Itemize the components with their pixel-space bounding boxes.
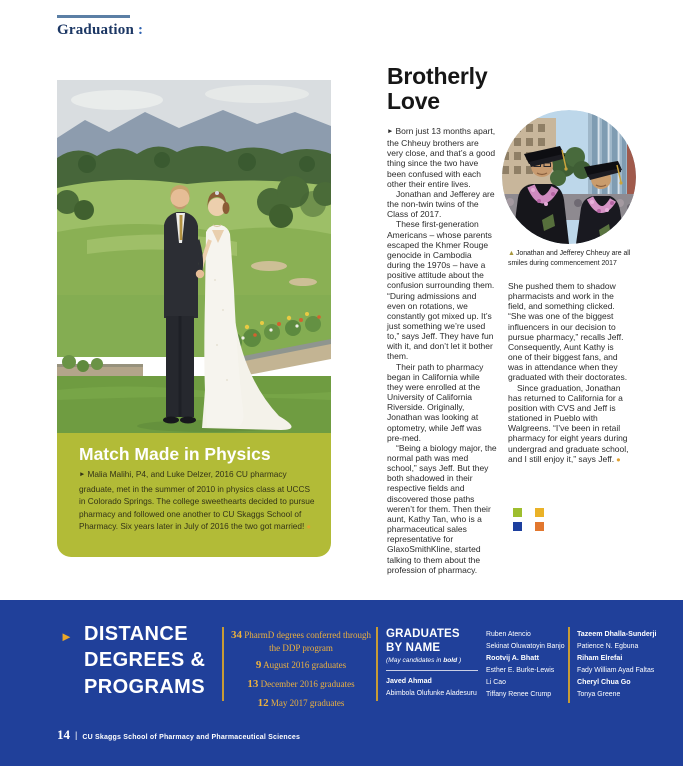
caption-text: Jonathan and Jefferey Chheuy are all smiles during commencement 2017 [508,250,631,268]
graduate-name: Javed Ahmad [386,677,432,685]
footer-text: CU Skaggs School of Pharmacy and Pharmaceutical Sciences [82,734,301,741]
banner-stats [229,629,373,715]
banner-arrow-icon: ► [60,629,73,644]
decorative-squares [513,508,544,531]
color-square [513,522,522,531]
feature-title: Match Made in Physics [79,444,271,464]
article-title: Brotherly Love [387,63,488,114]
banner-title-line: PROGRAMS [84,675,205,698]
banner-title [84,621,205,700]
color-square [535,508,544,517]
banner-title-line: DEGREES & [84,649,206,672]
graduate-name: Rootvij A. Bhatt [486,653,539,662]
section-label: Graduation [57,22,135,38]
article-column-1 [387,126,497,575]
photo-caption [508,249,634,269]
caption-arrow-icon: ▲ [508,250,515,257]
footer-divider: | [75,730,78,740]
section-colon: : [134,22,144,38]
stat-line: 34 PharmD degrees conferred through the DDP program [231,629,371,653]
end-mark-icon: ● [616,454,621,464]
graduates-heading-line: BY NAME [386,642,441,655]
banner-title-line: DISTANCE [84,623,188,645]
graduates-column-b [486,629,565,700]
wedding-photo-illustration [57,80,331,433]
article-column-2 [508,281,629,465]
paragraph: “Being a biology major, the normal path was med school,” says Jeff. But they both shadowed in their respective fields and discovered those paths weren’t for them. Then their aunt, Kathy Tan, who is a pharmaceutical sales representative for GlaxoSmithKline, started talking to them about the profession of pharmacy. [387,442,497,575]
graduate-name: Ruben Atencio [486,631,531,638]
graduate-name: Sekinat Oluwatoyin Banjo [486,642,565,650]
arrow-bullet-icon: ► [79,471,86,478]
page-number: 14 [57,727,70,742]
paragraph: Since graduation, Jonathan has returned to California for a position with CVS and Jeff is stationed in Pueblo with Walgreens. “I’ve been in retail pharmacy for eight years during undergrad and graduate school, and I still enjoy it,” says Jeff. ● [508,382,629,464]
graduates-heading [386,627,460,655]
graduate-name: Riham Elrefai [577,653,623,662]
graduates-photo [502,110,636,244]
arrow-bullet-icon: ► [387,128,394,135]
graduate-name: Abimbola Olufunke Aladesuru [386,689,477,697]
graduate-name: Tazeem Dhalla-Sunderji [577,630,657,638]
wedding-photo [57,80,331,433]
graduate-name: Tonya Greene [577,690,621,698]
graduate-name: Fady William Ayad Faltas [577,666,655,674]
paragraph: She pushed them to shadow pharmacists and work in the field, and something clicked. “She was one of the biggest influencers in our decision to pursue pharmacy,” recalls Jeff. Consequently, Aunt Kathy is one of their biggest fans, and was in attendance when they graduated with their doctorates. [508,281,628,383]
paragraph: Jonathan and Jefferey are the non-twin twins of the Class of 2017. [387,188,495,220]
graduates-column-c [577,629,657,700]
graduate-name: Patience N. Egbuna [577,642,639,650]
header-rule [57,15,130,18]
graduate-name: Li Cao [486,678,506,686]
stat-line: 9 August 2016 graduates [255,659,347,671]
graduate-name: Tiffany Renee Crump [486,690,552,698]
graduates-column-a [386,676,477,700]
page-section-title [57,22,143,39]
graduate-name: Cheryl Chua Go [577,677,631,686]
page-footer [57,727,300,743]
graduates-heading-line: GRADUATES [386,628,460,640]
paragraph: ► Born just 13 months apart, the Chheuy brothers are very close, and that’s a good thing since the two have been confused with each other their entire lives. [387,126,496,189]
banner-separator [376,627,378,701]
color-square [535,522,544,531]
stat-line: 12 May 2017 graduates [257,696,345,709]
feature-body [79,468,315,534]
stat-line: 13 December 2016 graduates [247,677,355,690]
graduates-rule [386,670,478,671]
banner-separator [222,627,224,701]
paragraph: Their path to pharmacy began in California while they were enrolled at the University of California Riverside. Originally, Jonathan was looking at optometry, while Jeff was pre-med. [387,361,484,443]
paragraph: These first-generation Americans – whose parents escaped the Khmer Rouge genocide in Cambodia during the 1970s – have a positive attitude about the confusion surrounding them. “During admissions and even on rotations, we constantly got mixed up. It’s just something we’re used to,” says Jeff. They have fun with it, and don’t let it bother them. [387,219,495,362]
end-mark-icon: ● [306,522,311,532]
graduates-photo-illustration [502,110,636,244]
paragraph: ► Malia Malihi, P4, and Luke Delzer, 2016 CU pharmacy graduate, met in the summer of 2010 in physics class at UCCS in Colorado Springs. The college sweethearts decided to pursue pharmacy and followed one another to CU Skaggs School of Pharmacy. Six years later in July of 2016 the two got married! ● [79,469,315,532]
feature-box [57,433,331,557]
graduate-name: Esther E. Burke-Lewis [486,666,555,674]
color-square [513,508,522,517]
banner-separator [568,627,570,703]
graduates-note: (May candidates in bold ) [386,657,462,664]
